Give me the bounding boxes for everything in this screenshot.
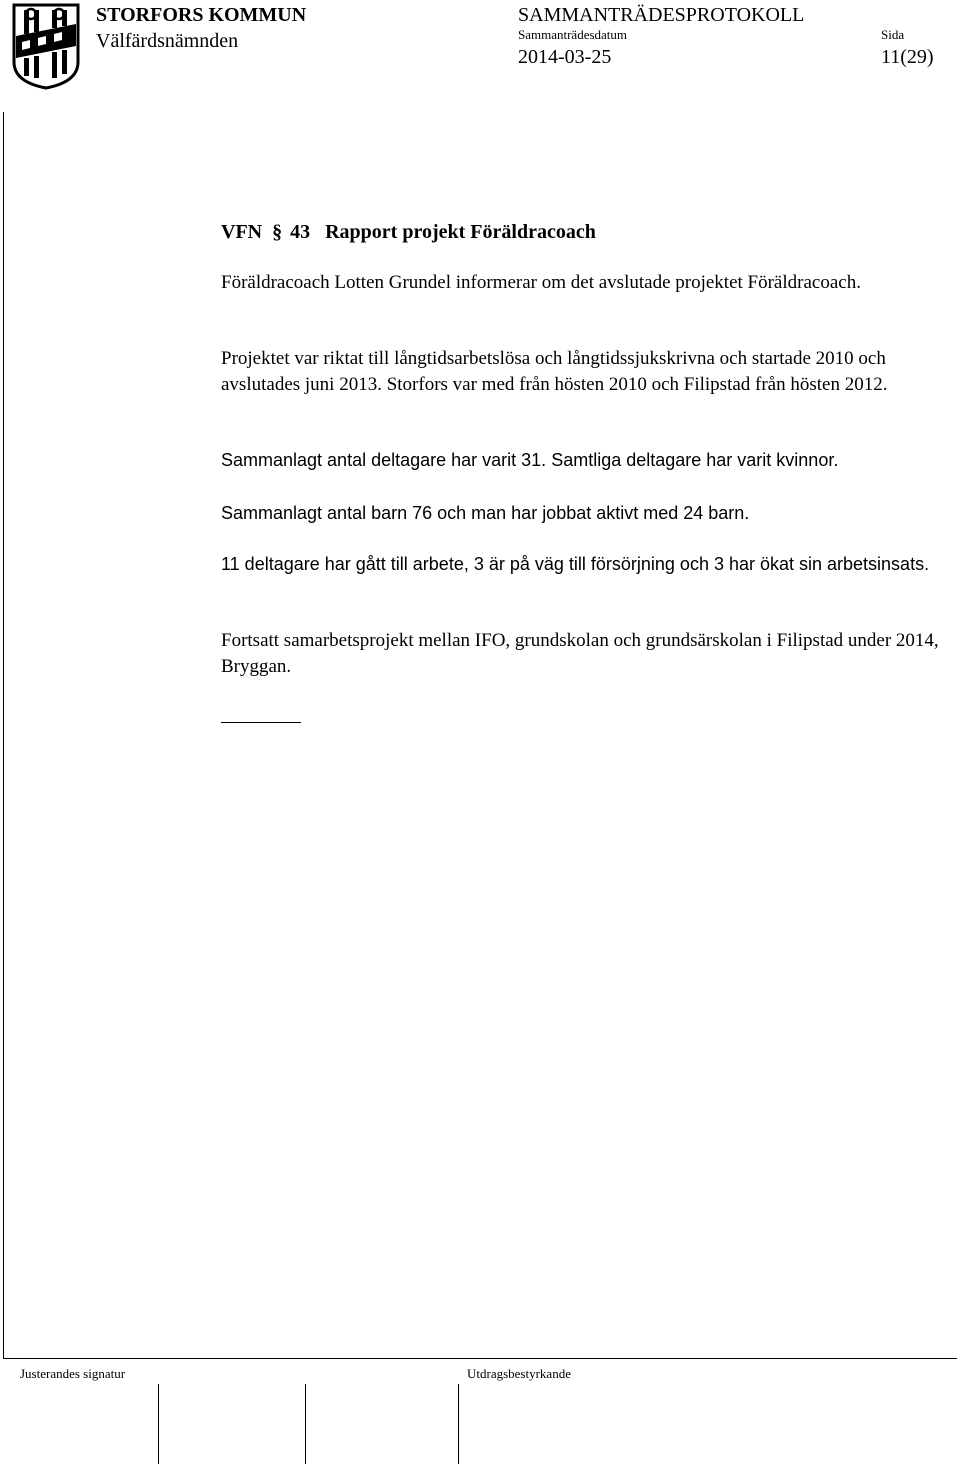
paragraph-continuation: Fortsatt samarbetsprojekt mellan IFO, grundskolan och grundsärskolan i Filipstad under 2014, Bryggan. [221, 630, 939, 677]
paragraph-project-description: Projektet var riktat till långtidsarbetslösa och långtidssjukskrivna och startade 2010 och avslutades juni 2013. Storfors var med från hösten 2010 och Filipstad från hösten 2012. [221, 348, 888, 395]
adjuster-signature-label: Justerandes signatur [20, 1366, 126, 1381]
meeting-date: 2014-03-25 [518, 46, 612, 68]
signature-box-divider [305, 1384, 306, 1464]
municipal-coat-of-arms-icon [10, 2, 82, 90]
footer-rule [3, 1358, 957, 1359]
signature-box-divider [158, 1384, 159, 1464]
item-heading [221, 220, 596, 244]
page-label: Sida [881, 27, 905, 42]
organization-name: STORFORS KOMMUN [96, 4, 307, 26]
item-title: Rapport projekt Föräldracoach [325, 221, 596, 243]
section-symbol: § [272, 221, 283, 243]
meeting-date-label: Sammanträdesdatum [518, 27, 628, 42]
extract-certification-label: Utdragsbestyrkande [467, 1366, 571, 1381]
document-type: SAMMANTRÄDESPROTOKOLL [518, 4, 805, 26]
paragraph-intro: Föräldracoach Lotten Grundel informerar om det avslutade projektet Föräldracoach. [221, 272, 861, 293]
paragraph-participants: Sammanlagt antal deltagare har varit 31. Samtliga deltagare har varit kvinnor. [221, 450, 839, 470]
item-prefix: VFN [221, 221, 263, 243]
page-number: 11(29) [881, 46, 934, 68]
committee-name: Välfärdsnämnden [96, 30, 239, 52]
signature-box-divider [458, 1384, 459, 1464]
paragraph-children: Sammanlagt antal barn 76 och man har jobbat aktivt med 24 barn. [221, 503, 750, 523]
margin-rule [3, 112, 4, 1358]
end-of-item-rule [221, 722, 301, 723]
paragraph-outcomes: 11 deltagare har gått till arbete, 3 är på väg till försörjning och 3 har ökat sin arbetsinsats. [221, 554, 930, 574]
item-number: 43 [290, 221, 311, 243]
